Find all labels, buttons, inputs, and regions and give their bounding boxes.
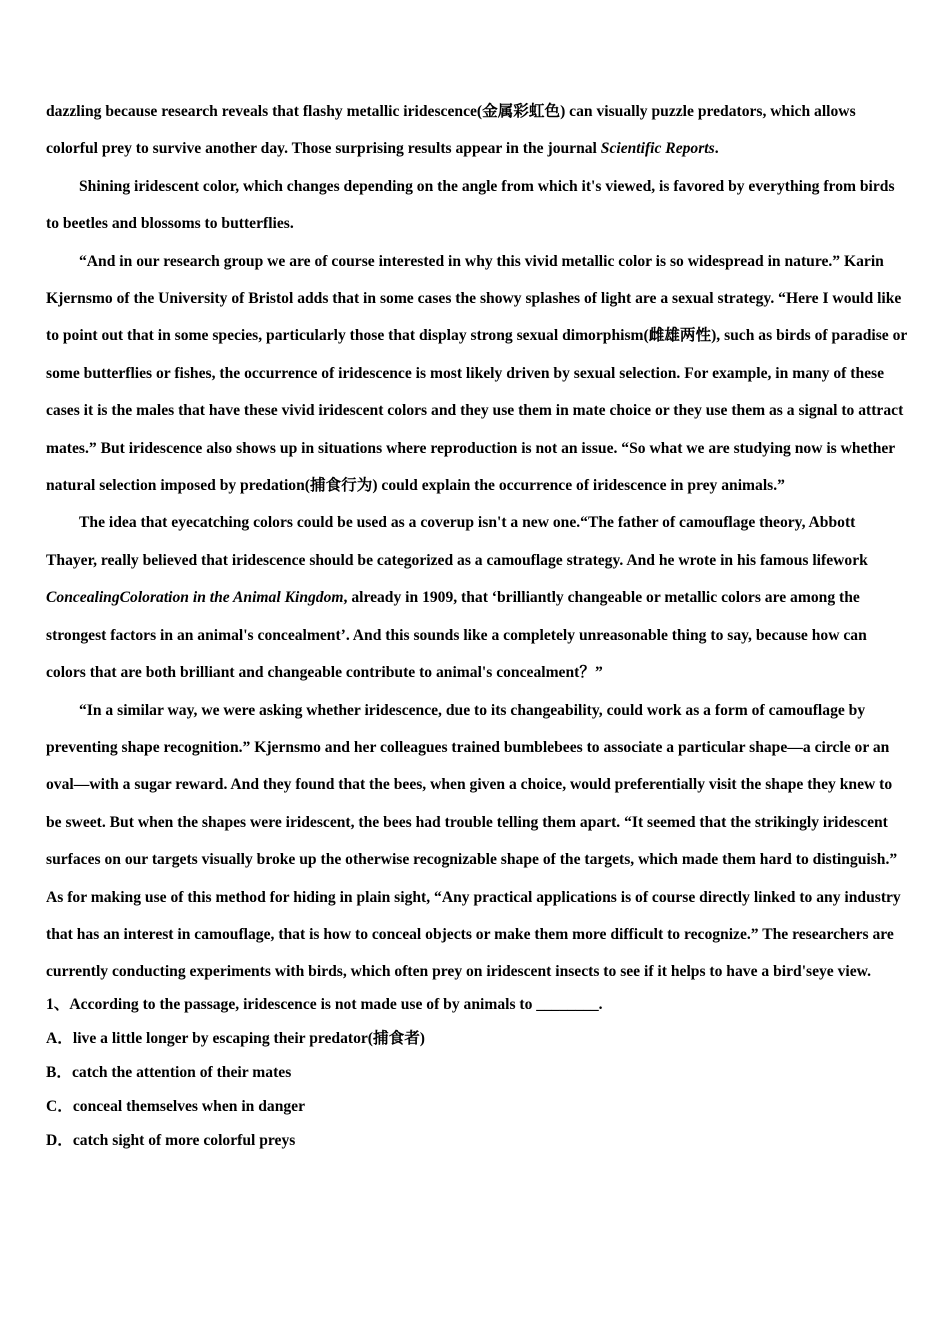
option-c: C．conceal themselves when in danger <box>46 1097 306 1115</box>
paragraph-2: Shining iridescent color, which changes depending on the angle from which it's viewed, is favored by everything from birds to beetles and blossoms to butterflies. <box>46 177 895 233</box>
question-stem: 1、According to the passage, iridescence is not made use of by animals to ________. <box>46 995 603 1013</box>
paragraph-1-text-a: dazzling because research reveals that flashy metallic iridescence(金属彩虹色) can visually puzzle predators, which allows colorful prey to survive another day. Those surprising results appear in the journal <box>46 103 856 158</box>
paragraph-4-text-a: The idea that eyecatching colors could be used as a coverup isn't a new one.“The father of camouflage theory, Abbott Thayer, really believed that iridescence should be categorized as a camouflage strategy. And he wrote in his famous lifework <box>46 514 868 569</box>
paragraph-1-text-b: . <box>714 140 719 158</box>
paragraph-5: “In a similar way, we were asking whether iridescence, due to its changeability, could work as a form of camouflage by preventing shape recognition.” Kjernsmo and her colleagues trained bumblebees to associate a particular shape—a circle or an oval—with a sugar reward. And they found that the bees, when given a choice, would preferentially visit the shape they knew to be sweet. But when the shapes were iridescent, the bees had trouble telling them apart. “It seemed that the strikingly iridescent surfaces on our targets visually broke up the otherwise recognizable shape of the targets, which made them hard to distinguish.” As for making use of this method for hiding in plain sight, “Any practical applications is of course directly linked to any industry that has an interest in camouflage, that is how to conceal objects or make them more difficult to recognize.” The researchers are currently conducting experiments with birds, which often prey on iridescent insects to see if it helps to have a bird'seye view. <box>46 701 901 981</box>
paragraph-1 <box>46 93 908 168</box>
option-a: A．live a little longer by escaping their predator(捕食者) <box>46 1029 425 1047</box>
journal-title: Scientific Reports <box>600 140 715 158</box>
option-b: B．catch the attention of their mates <box>46 1063 292 1081</box>
paragraph-3: “And in our research group we are of course interested in why this vivid metallic color is so widespread in nature.” Karin Kjernsmo of the University of Bristol adds that in some cases the showy splashes of light are a sexual strategy. “Here I would like to point out that in some species, particularly those that display strong sexual dimorphism(雌雄两性), such as birds of paradise or some butterflies or fishes, the occurrence of iridescence is most likely driven by sexual selection. For example, in many of these cases it is the males that have these vivid iridescent colors and they use them in mate choice or they use them as a signal to attract mates.” But iridescence also shows up in situations where reproduction is not an issue. “So what we are studying now is whether natural selection imposed by predation(捕食行为) could explain the occurrence of iridescence in prey animals.” <box>46 252 908 495</box>
document-page <box>46 93 908 1158</box>
book-title: ConcealingColoration in the Animal Kingdom <box>46 589 344 607</box>
paragraph-4-text-b: , already in 1909, that ‘brilliantly changeable or metallic colors are among the strongest factors in an animal's concealment’. And this sounds like a completely unreasonable thing to say, because how can colors that are both brilliant and changeable contribute to animal's concealment？” <box>46 589 867 682</box>
option-d: D．catch sight of more colorful preys <box>46 1131 296 1149</box>
paragraph-4 <box>46 504 908 691</box>
